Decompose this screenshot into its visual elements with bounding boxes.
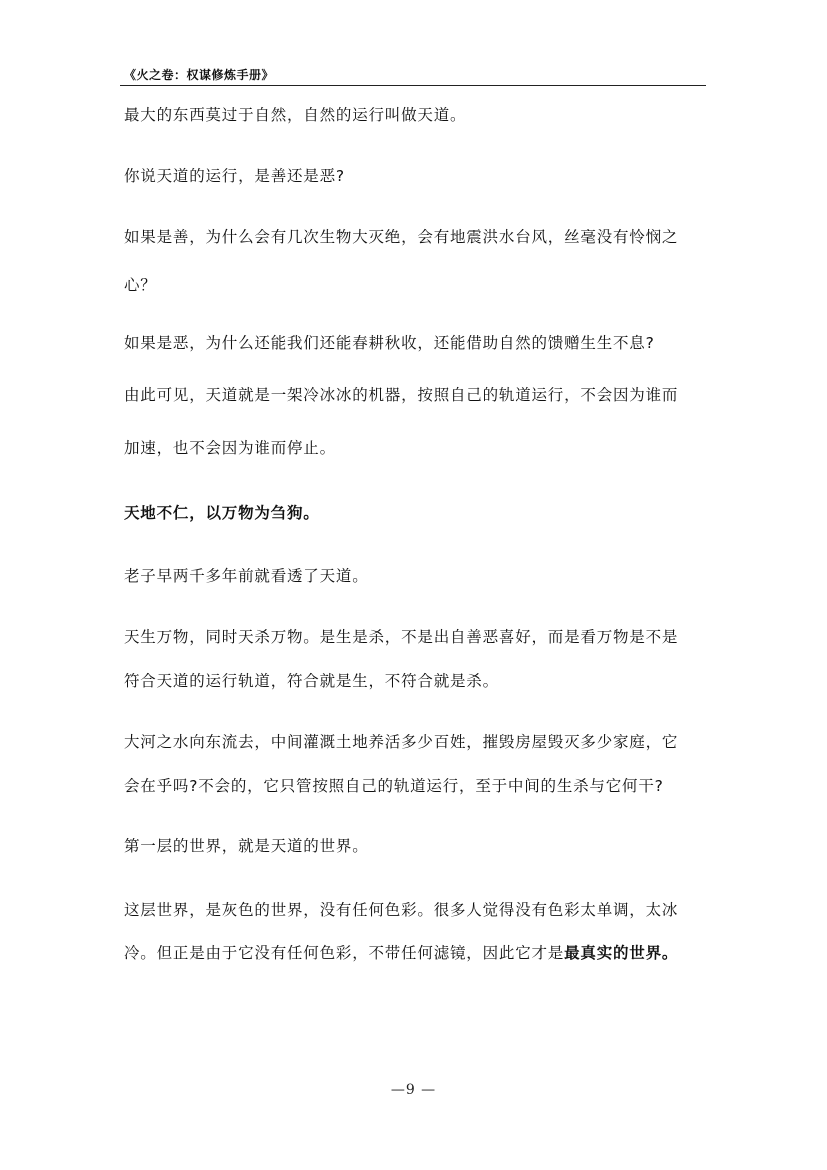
text-line: 如果是恶，为什么还能我们还能春耕秋收，还能借助自然的馈赠生生不息?: [124, 334, 655, 352]
text-line: 大河之水向东流去，中间灌溉土地养活多少百姓，摧毁房屋毁灭多少家庭，它: [124, 733, 679, 751]
header-divider: [120, 85, 706, 86]
emphasis-line: 天地不仁，以万物为刍狗。: [124, 504, 320, 522]
text-line: 如果是善，为什么会有几次生物大灭绝，会有地震洪水台风，丝毫没有怜悯之: [124, 228, 679, 246]
text-line: 天生万物，同时天杀万物。是生是杀，不是出自善恶喜好，而是看万物是不是: [124, 628, 679, 646]
text-line: 由此可见，天道就是一架冷冰冰的机器，按照自己的轨道运行，不会因为谁而: [124, 386, 679, 404]
emphasis-span: 最真实的世界。: [564, 944, 679, 962]
text-line-with-emphasis: [124, 946, 678, 962]
text-line: 会在乎吗?不会的，它只管按照自己的轨道运行，至于中间的生杀与它何干?: [124, 777, 664, 795]
text-line: 符合天道的运行轨道，符合就是生，不符合就是杀。: [124, 672, 499, 690]
text-line: 你说天道的运行，是善还是恶?: [124, 167, 345, 185]
header-title: 《火之卷：权谋修炼手册》: [124, 68, 275, 82]
text-line: 这层世界，是灰色的世界，没有任何色彩。很多人觉得没有色彩太单调，太冰: [124, 901, 679, 919]
text-line: 加速，也不会因为谁而停止。: [124, 439, 336, 457]
text-line: 最大的东西莫过于自然，自然的运行叫做天道。: [124, 106, 467, 124]
text-span: 冷。但正是由于它没有任何色彩，不带任何滤镜，因此它才是: [124, 944, 565, 962]
text-line: 第一层的世界，就是天道的世界。: [124, 837, 369, 855]
text-line: 老子早两千多年前就看透了天道。: [124, 567, 369, 585]
text-line: 心？: [124, 276, 157, 294]
page-number: —9 —: [390, 1082, 437, 1098]
